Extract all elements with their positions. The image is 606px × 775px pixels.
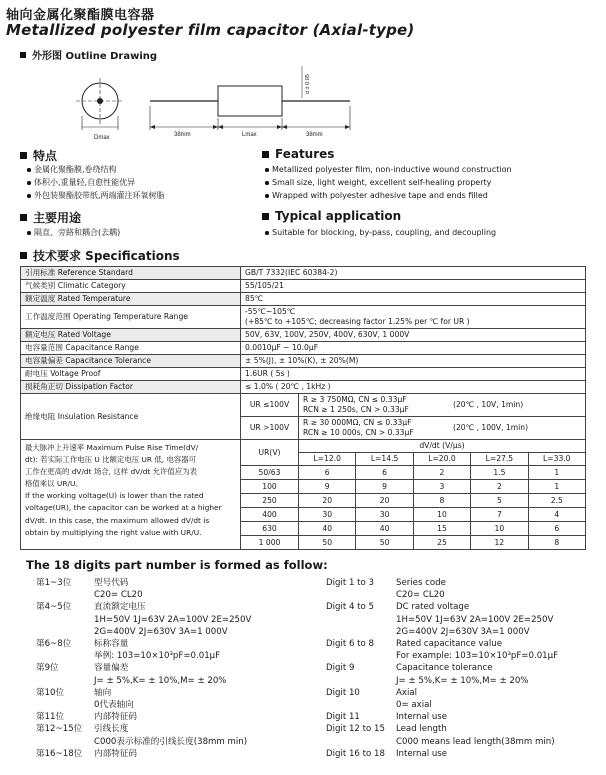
col-length: L=20.0 <box>413 453 470 466</box>
features-cn-heading <box>20 147 57 164</box>
partnum-val: Internal use <box>396 748 448 759</box>
square-bullet-icon <box>20 214 27 221</box>
list-item: 外包装聚酯胶带纸,两端灌注环氧树脂 <box>26 189 165 202</box>
dvdt-cell: 20 <box>356 494 413 508</box>
list-item: Suitable for blocking, by-pass, coupling, and decoupling <box>264 226 496 239</box>
partnum-val: C20= CL20 <box>94 590 143 601</box>
square-bullet-icon <box>20 52 26 58</box>
spec-value-line1: -55℃~105℃ <box>245 307 296 316</box>
spec-heading-text: 技术要求 Specifications <box>33 249 180 263</box>
pulse-line: voltage(UR), the capacitor can be worked at a higher <box>25 503 222 513</box>
partnum-val: Series code <box>396 578 446 588</box>
spec-value: 55/105/21 <box>241 280 586 293</box>
dvdt-cell: 50 <box>356 536 413 550</box>
table-row <box>21 368 586 381</box>
pulse-line: 工作在更高的 dV/dt 场合, 这样 dV/dt 允许值应为表 <box>25 467 197 477</box>
spec-value-line2: (+85℃ to +105℃; decreasing factor 1.25% per ℃ for UR ) <box>245 317 470 326</box>
list-item: 体积小,重量轻,自愈性能优异 <box>26 176 165 189</box>
partnum-en-row <box>326 687 596 711</box>
partnum-key: 第9位 <box>36 663 59 674</box>
spec-value: GB/T 7332(IEC 60384-2) <box>241 267 586 280</box>
application-en-heading-text: Typical application <box>275 209 402 223</box>
application-en-list <box>264 226 496 239</box>
insulation-r1-b: RCN ≥ 1 250s, CN > 0.33μF <box>303 405 409 414</box>
partnum-en-row <box>326 577 596 601</box>
spec-value <box>241 306 586 329</box>
dvdt-cell: 6 <box>528 522 585 536</box>
partnum-val: 1H=50V 1J=63V 2A=100V 2E=250V <box>396 614 554 625</box>
partnum-en-row <box>326 638 596 662</box>
partnum-key: 第16~18位 <box>36 748 83 759</box>
features-en-heading-text: Features <box>275 147 335 161</box>
partnum-val: 1H=50V 1J=63V 2A=100V 2E=250V <box>94 614 252 625</box>
dvdt-cell: 1 <box>528 480 585 494</box>
insulation-values-1 <box>299 394 586 417</box>
table-row <box>21 280 586 293</box>
dvdt-cell: 1.5 <box>471 466 528 480</box>
partnum-cn-row <box>36 577 306 601</box>
application-en-heading <box>262 209 401 223</box>
insulation-r2-note: (20℃ , 100V, 1min) <box>453 423 529 432</box>
partnum-val: J= ± 5%,K= ± 10%,M= ± 20% <box>396 675 529 686</box>
spec-value: 1.6UR ( 5s ) <box>241 368 586 381</box>
partnum-val: 型号代码 <box>94 578 129 588</box>
dvdt-cell: 3 <box>413 480 470 494</box>
dim-lead-left: 38mm <box>174 132 191 138</box>
partnum-val: Axial <box>396 687 418 698</box>
insulation-r2-a: R ≥ 30 000MΩ, CN ≤ 0.33μF <box>303 418 412 427</box>
col-dvdt: dV/dt (V/μs) <box>299 440 586 453</box>
partnum-val: C000 means lead length(38mm min) <box>396 736 555 747</box>
partnum-key: Digit 10 <box>326 687 360 698</box>
partnum-val: J= ± 5%,K= ± 10%,M= ± 20% <box>94 675 227 686</box>
table-row <box>21 355 586 368</box>
partnum-key: 第1~3位 <box>36 578 72 588</box>
pulse-line: obtain by multiplying the right value with UR/U. <box>25 527 202 537</box>
insulation-r1-note: (20℃ , 10V, 1min) <box>453 400 524 409</box>
spec-label: 额定温度 Rated Temperature <box>21 293 241 306</box>
table-row <box>21 381 586 394</box>
partnum-val: DC rated voltage <box>396 602 470 613</box>
spec-value: 50V, 63V, 100V, 250V, 400V, 630V, 1 000V <box>241 329 586 342</box>
dvdt-cell: 8 <box>413 494 470 508</box>
dvdt-cell: 2.5 <box>528 494 585 508</box>
application-cn-heading <box>20 209 81 226</box>
application-cn-heading-text: 主要用途 <box>33 211 82 225</box>
partnum-val: 轴向 <box>94 687 112 698</box>
dvdt-cell: 2 <box>471 480 528 494</box>
dvdt-cell: 30 <box>356 508 413 522</box>
dvdt-cell: 20 <box>299 494 356 508</box>
features-cn-list <box>26 163 165 202</box>
list-item: 金属化聚酯膜,卷绕结构 <box>26 163 165 176</box>
spec-label: 电容量偏差 Capacitance Tolerance <box>21 355 241 368</box>
insulation-r1-a: R ≥ 3 750MΩ, CN ≤ 0.33μF <box>303 395 407 404</box>
outline-drawing <box>60 58 400 142</box>
spec-label: 工作温度范围 Operating Temperature Range <box>21 306 241 329</box>
insulation-cond-1: UR ≤100V <box>241 394 299 417</box>
table-row <box>21 440 586 453</box>
dvdt-cell: 40 <box>299 522 356 536</box>
partnum-en-row <box>326 711 596 723</box>
dvdt-cell: 15 <box>413 522 470 536</box>
dvdt-cell: 1 <box>528 466 585 480</box>
partnum-en-row <box>326 748 596 760</box>
capacitor-body <box>218 86 282 116</box>
partnum-cn-row <box>36 687 306 711</box>
partnum-val: 引线长度 <box>94 724 129 735</box>
partnum-cn-row <box>36 662 306 686</box>
partnum-key: 第11位 <box>36 712 65 723</box>
dvdt-cell: 5 <box>471 494 528 508</box>
square-bullet-icon <box>20 152 27 159</box>
partnum-val: 0= axial <box>396 700 432 711</box>
partnum-val: C20= CL20 <box>396 590 445 601</box>
features-en-list <box>264 163 512 202</box>
partnum-en-row <box>326 601 596 638</box>
dvdt-cell: 9 <box>356 480 413 494</box>
pulse-line: If the working voltage(U) is lower than the rated <box>25 491 204 501</box>
partnum-val: 容量偏差 <box>94 663 129 674</box>
dvdt-cell: 10 <box>471 522 528 536</box>
partnum-val: Rated capacitance value <box>396 639 503 650</box>
partnum-cn <box>36 577 306 760</box>
pulse-description <box>21 440 241 550</box>
dvdt-cell: 12 <box>471 536 528 550</box>
partnum-en-row <box>326 723 596 747</box>
spec-table <box>20 266 586 550</box>
insulation-r2-b: RCN ≥ 10 000s, CN > 0.33μF <box>303 428 414 437</box>
pulse-line: dt): 若实际工作电压 U 比额定电压 UR 低, 电容器可 <box>25 455 197 465</box>
partnum-val: Capacitance tolerance <box>396 663 493 674</box>
list-item: Metallized polyester film, non-inductive wound construction <box>264 163 512 176</box>
partnum-key: Digit 12 to 15 <box>326 724 385 735</box>
ur-cell: 1 000 <box>241 536 299 550</box>
partnum-cn-row <box>36 711 306 723</box>
partnum-cn-row <box>36 748 306 760</box>
partnum-en-row <box>326 662 596 686</box>
partnum-val: 2G=400V 2J=630V 3A=1 000V <box>396 626 530 637</box>
partnum-val: C000表示标准的引线长度(38mm min) <box>94 736 248 747</box>
list-item: 隔直、旁路和耦合(去耦) <box>26 226 120 239</box>
spec-value: 85℃ <box>241 293 586 306</box>
partnum-val: Internal use <box>396 712 448 723</box>
dvdt-cell: 6 <box>299 466 356 480</box>
partnum-val: Lead length <box>396 724 447 735</box>
insulation-cond-2: UR >100V <box>241 417 299 440</box>
partnum-val: 0代表轴向 <box>94 700 134 711</box>
square-bullet-icon <box>262 151 269 158</box>
partnum-val: 内部特征码 <box>94 748 137 759</box>
square-bullet-icon <box>20 252 27 259</box>
table-row <box>21 267 586 280</box>
dim-dmax: Dmax <box>94 135 110 141</box>
ur-cell: 630 <box>241 522 299 536</box>
dim-lmax: Lmax <box>242 132 257 138</box>
table-row <box>21 394 586 417</box>
partnum-key: Digit 11 <box>326 712 360 723</box>
partnum-key: 第12~15位 <box>36 724 83 735</box>
dvdt-cell: 40 <box>356 522 413 536</box>
partnum-en <box>326 577 596 760</box>
spec-label: 引用标准 Reference Standard <box>21 267 241 280</box>
spec-value: ≤ 1.0% ( 20℃ , 1kHz ) <box>241 381 586 394</box>
square-bullet-icon <box>262 213 269 220</box>
partnum-key: Digit 4 to 5 <box>326 602 374 613</box>
partnum-val: 直流额定电压 <box>94 602 146 613</box>
ur-cell: 400 <box>241 508 299 522</box>
partnum-val: 2G=400V 2J=630V 3A=1 000V <box>94 626 228 637</box>
table-row <box>21 306 586 329</box>
partnum-key: Digit 1 to 3 <box>326 578 374 588</box>
dvdt-cell: 2 <box>413 466 470 480</box>
partnum-title: The 18 digits part number is formed as follow: <box>26 558 328 572</box>
pulse-line: 最大脉冲上升速率 Maximum Pulse Rise Time(dV/ <box>25 443 199 452</box>
features-cn-heading-text: 特点 <box>33 149 58 163</box>
spec-label: 气候类别 Climatic Category <box>21 280 241 293</box>
spec-label: 耐电压 Voltage Proof <box>21 368 241 381</box>
ur-cell: 100 <box>241 480 299 494</box>
dvdt-cell: 50 <box>299 536 356 550</box>
partnum-val: 内部特征码 <box>94 712 137 723</box>
partnum-key: 第10位 <box>36 687 65 698</box>
table-row <box>21 342 586 355</box>
spec-label: 电容量范围 Capacitance Range <box>21 342 241 355</box>
insulation-label: 绝缘电阻 Insulation Resistance <box>21 394 241 440</box>
col-ur: UR(V) <box>241 440 299 466</box>
pulse-line: 格值乘以 UR/U。 <box>25 479 83 489</box>
spec-heading <box>20 247 180 264</box>
list-item: Wrapped with polyester adhesive tape and ends filled <box>264 189 512 202</box>
dvdt-cell: 25 <box>413 536 470 550</box>
partnum-key: Digit 9 <box>326 663 355 674</box>
dvdt-cell: 10 <box>413 508 470 522</box>
col-length: L=12.0 <box>299 453 356 466</box>
pulse-line: dV/dt. In this case, the maximum allowed dV/dt is <box>25 515 210 525</box>
ur-cell: 250 <box>241 494 299 508</box>
spec-label: 额定电压 Rated Voltage <box>21 329 241 342</box>
partnum-cn-row <box>36 723 306 747</box>
col-length: L=33.0 <box>528 453 585 466</box>
partnum-cn-row <box>36 601 306 638</box>
ur-cell: 50/63 <box>241 466 299 480</box>
partnum-val: 举例: 103=10×10³pF=0.01μF <box>94 651 221 662</box>
partnum-val: 标称容量 <box>94 639 129 650</box>
col-length: L=27.5 <box>471 453 528 466</box>
partnum-key: Digit 6 to 8 <box>326 639 374 650</box>
table-row <box>21 329 586 342</box>
col-length: L=14.5 <box>356 453 413 466</box>
dvdt-cell: 8 <box>528 536 585 550</box>
title-cn: 轴向金属化聚酯膜电容器 <box>6 8 155 23</box>
partnum-val: For example: 103=10×10³pF=0.01μF <box>396 651 559 662</box>
list-item: Small size, light weight, excellent self-healing property <box>264 176 512 189</box>
spec-label: 损耗角正切 Dissipation Factor <box>21 381 241 394</box>
partnum-cn-row <box>36 638 306 662</box>
dvdt-cell: 4 <box>528 508 585 522</box>
spec-value: ± 5%(J), ± 10%(K), ± 20%(M) <box>241 355 586 368</box>
partnum-key: Digit 16 to 18 <box>326 748 385 759</box>
spec-value: 0.0010μF ~ 10.0μF <box>241 342 586 355</box>
dvdt-cell: 9 <box>299 480 356 494</box>
application-cn-list <box>26 226 120 239</box>
dvdt-cell: 6 <box>356 466 413 480</box>
partnum-key: 第6~8位 <box>36 639 72 650</box>
partnum-key: 第4~5位 <box>36 602 72 613</box>
title-en: Metallized polyester film capacitor (Axial-type) <box>6 21 415 39</box>
insulation-values-2 <box>299 417 586 440</box>
dvdt-cell: 7 <box>471 508 528 522</box>
table-row <box>21 293 586 306</box>
dim-lead-right: 38mm <box>306 132 323 138</box>
dvdt-cell: 30 <box>299 508 356 522</box>
features-en-heading <box>262 147 334 161</box>
dim-wire: d ± 0.05 <box>305 74 311 94</box>
outline-heading-text: 外形图 Outline Drawing <box>32 51 158 62</box>
